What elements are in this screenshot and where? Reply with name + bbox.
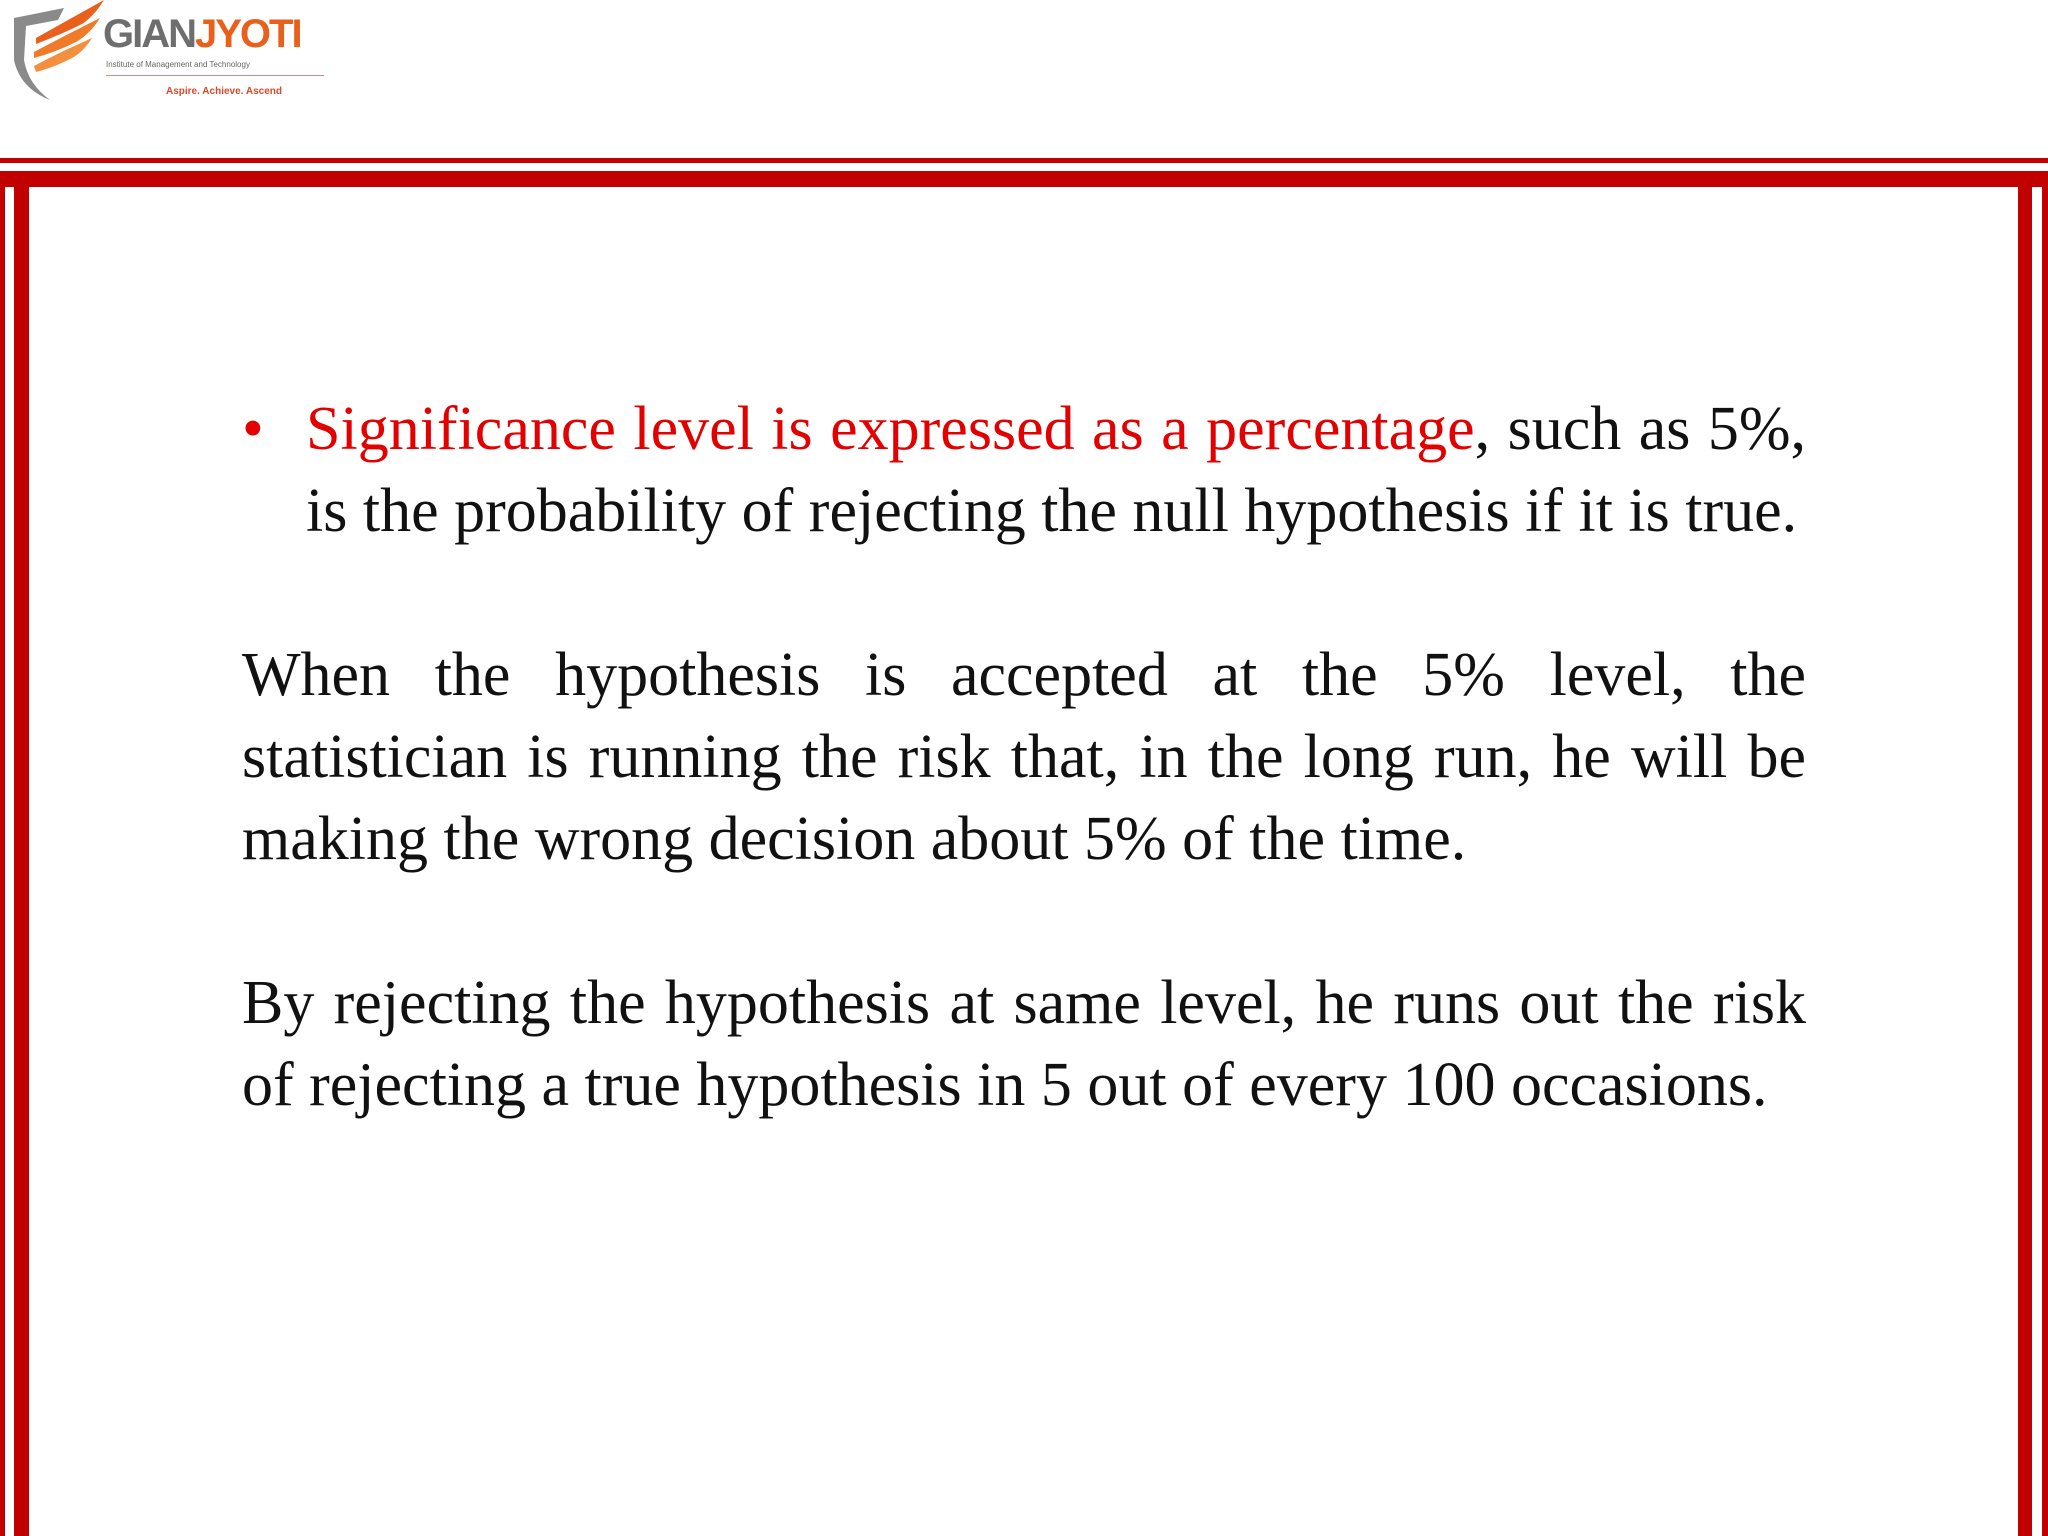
frame-top-thin-line	[0, 158, 2048, 163]
slide-content	[242, 388, 1806, 1126]
shield-logo-icon	[6, 0, 106, 108]
logo-wordmark-part2: JYOTI	[195, 12, 301, 56]
paragraph-spacer	[242, 880, 1806, 962]
bullet-marker: •	[242, 395, 264, 463]
paragraph-accepted-risk: When the hypothesis is accepted at the 5% level, the statistician is running the risk that, in the long run, he will be making the wrong decision about 5% of the time.	[242, 641, 1806, 873]
highlighted-phrase: Significance level is expressed as a percentage	[306, 395, 1475, 463]
frame-top-thick-line	[0, 171, 2048, 187]
logo-wordmark-part1: GIAN	[103, 12, 195, 56]
logo-tagline: Aspire. Achieve. Ascend	[166, 86, 282, 97]
frame-left-inner-line	[14, 171, 29, 1536]
logo-subtitle: Institute of Management and Technology	[106, 60, 250, 69]
logo-divider	[106, 75, 324, 76]
institute-logo	[6, 0, 336, 110]
frame-right-inner-line	[2018, 171, 2032, 1536]
frame-left-outer-line	[0, 171, 5, 1536]
paragraph-spacer	[242, 552, 1806, 634]
bullet-paragraph-rest: , such as 5%, is the probability of rejecting the null hypothesis if it is true.	[306, 395, 1806, 545]
logo-wordmark	[103, 14, 301, 54]
frame-right-outer-line	[2042, 171, 2048, 1536]
paragraph-rejected-risk: By rejecting the hypothesis at same level, he runs out the risk of rejecting a true hypothesis in 5 out of every 100 occasions.	[242, 969, 1806, 1119]
bullet-paragraph	[242, 388, 1806, 552]
